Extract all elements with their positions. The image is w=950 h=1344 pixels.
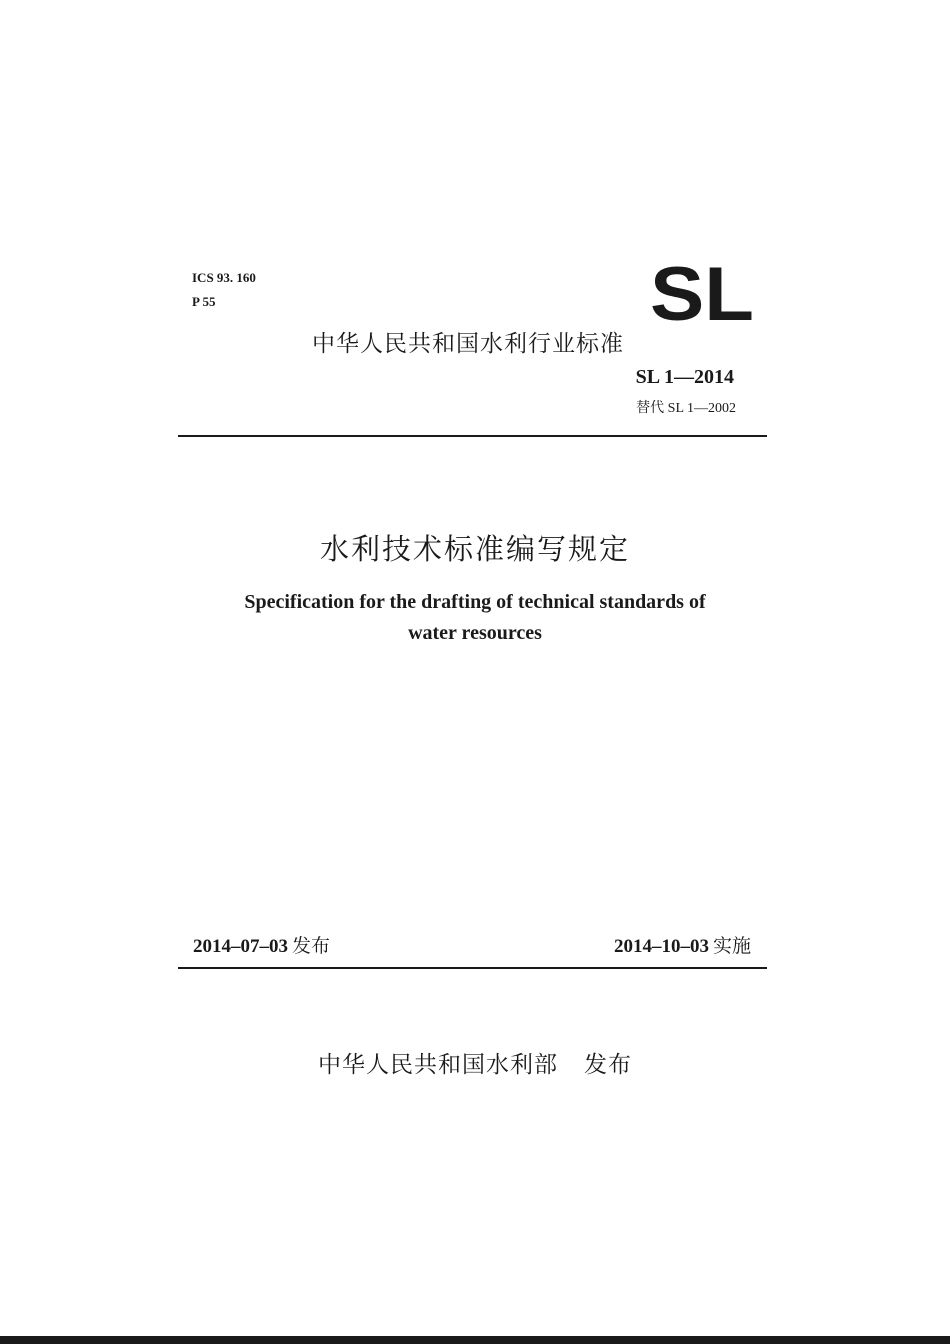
publisher-action: 发布: [584, 1052, 632, 1078]
document-title-english: [0, 587, 950, 649]
sl-logo-text: SL: [650, 260, 754, 326]
page-bottom-edge: [0, 1336, 950, 1344]
replaces-standard: 替代 SL 1—2002: [636, 401, 736, 416]
implementation-date-block: [614, 931, 751, 958]
issue-label: 发布: [292, 935, 331, 957]
publisher-name: 中华人民共和国水利部: [318, 1052, 558, 1078]
industry-standard-title: 中华人民共和国水利行业标准: [312, 331, 624, 357]
standard-number: SL 1—2014: [635, 366, 734, 388]
issue-date-block: [193, 931, 330, 958]
english-title-line-1: Specification for the drafting of technical standards of: [244, 591, 706, 613]
ics-code: ICS 93. 160: [192, 270, 256, 285]
document-title-chinese: 水利技术标准编写规定: [319, 532, 630, 566]
issue-date: 2014–07–03: [193, 936, 288, 957]
classification-block: [192, 266, 256, 314]
classification-code: P 55: [192, 294, 216, 309]
english-title-line-2: water resources: [408, 622, 542, 644]
implementation-label: 实施: [712, 935, 751, 957]
sl-logo: [650, 260, 756, 326]
top-divider: [178, 435, 767, 437]
implementation-date: 2014–10–03: [613, 936, 709, 957]
publisher-line: [0, 1046, 950, 1079]
bottom-divider: [178, 967, 767, 969]
